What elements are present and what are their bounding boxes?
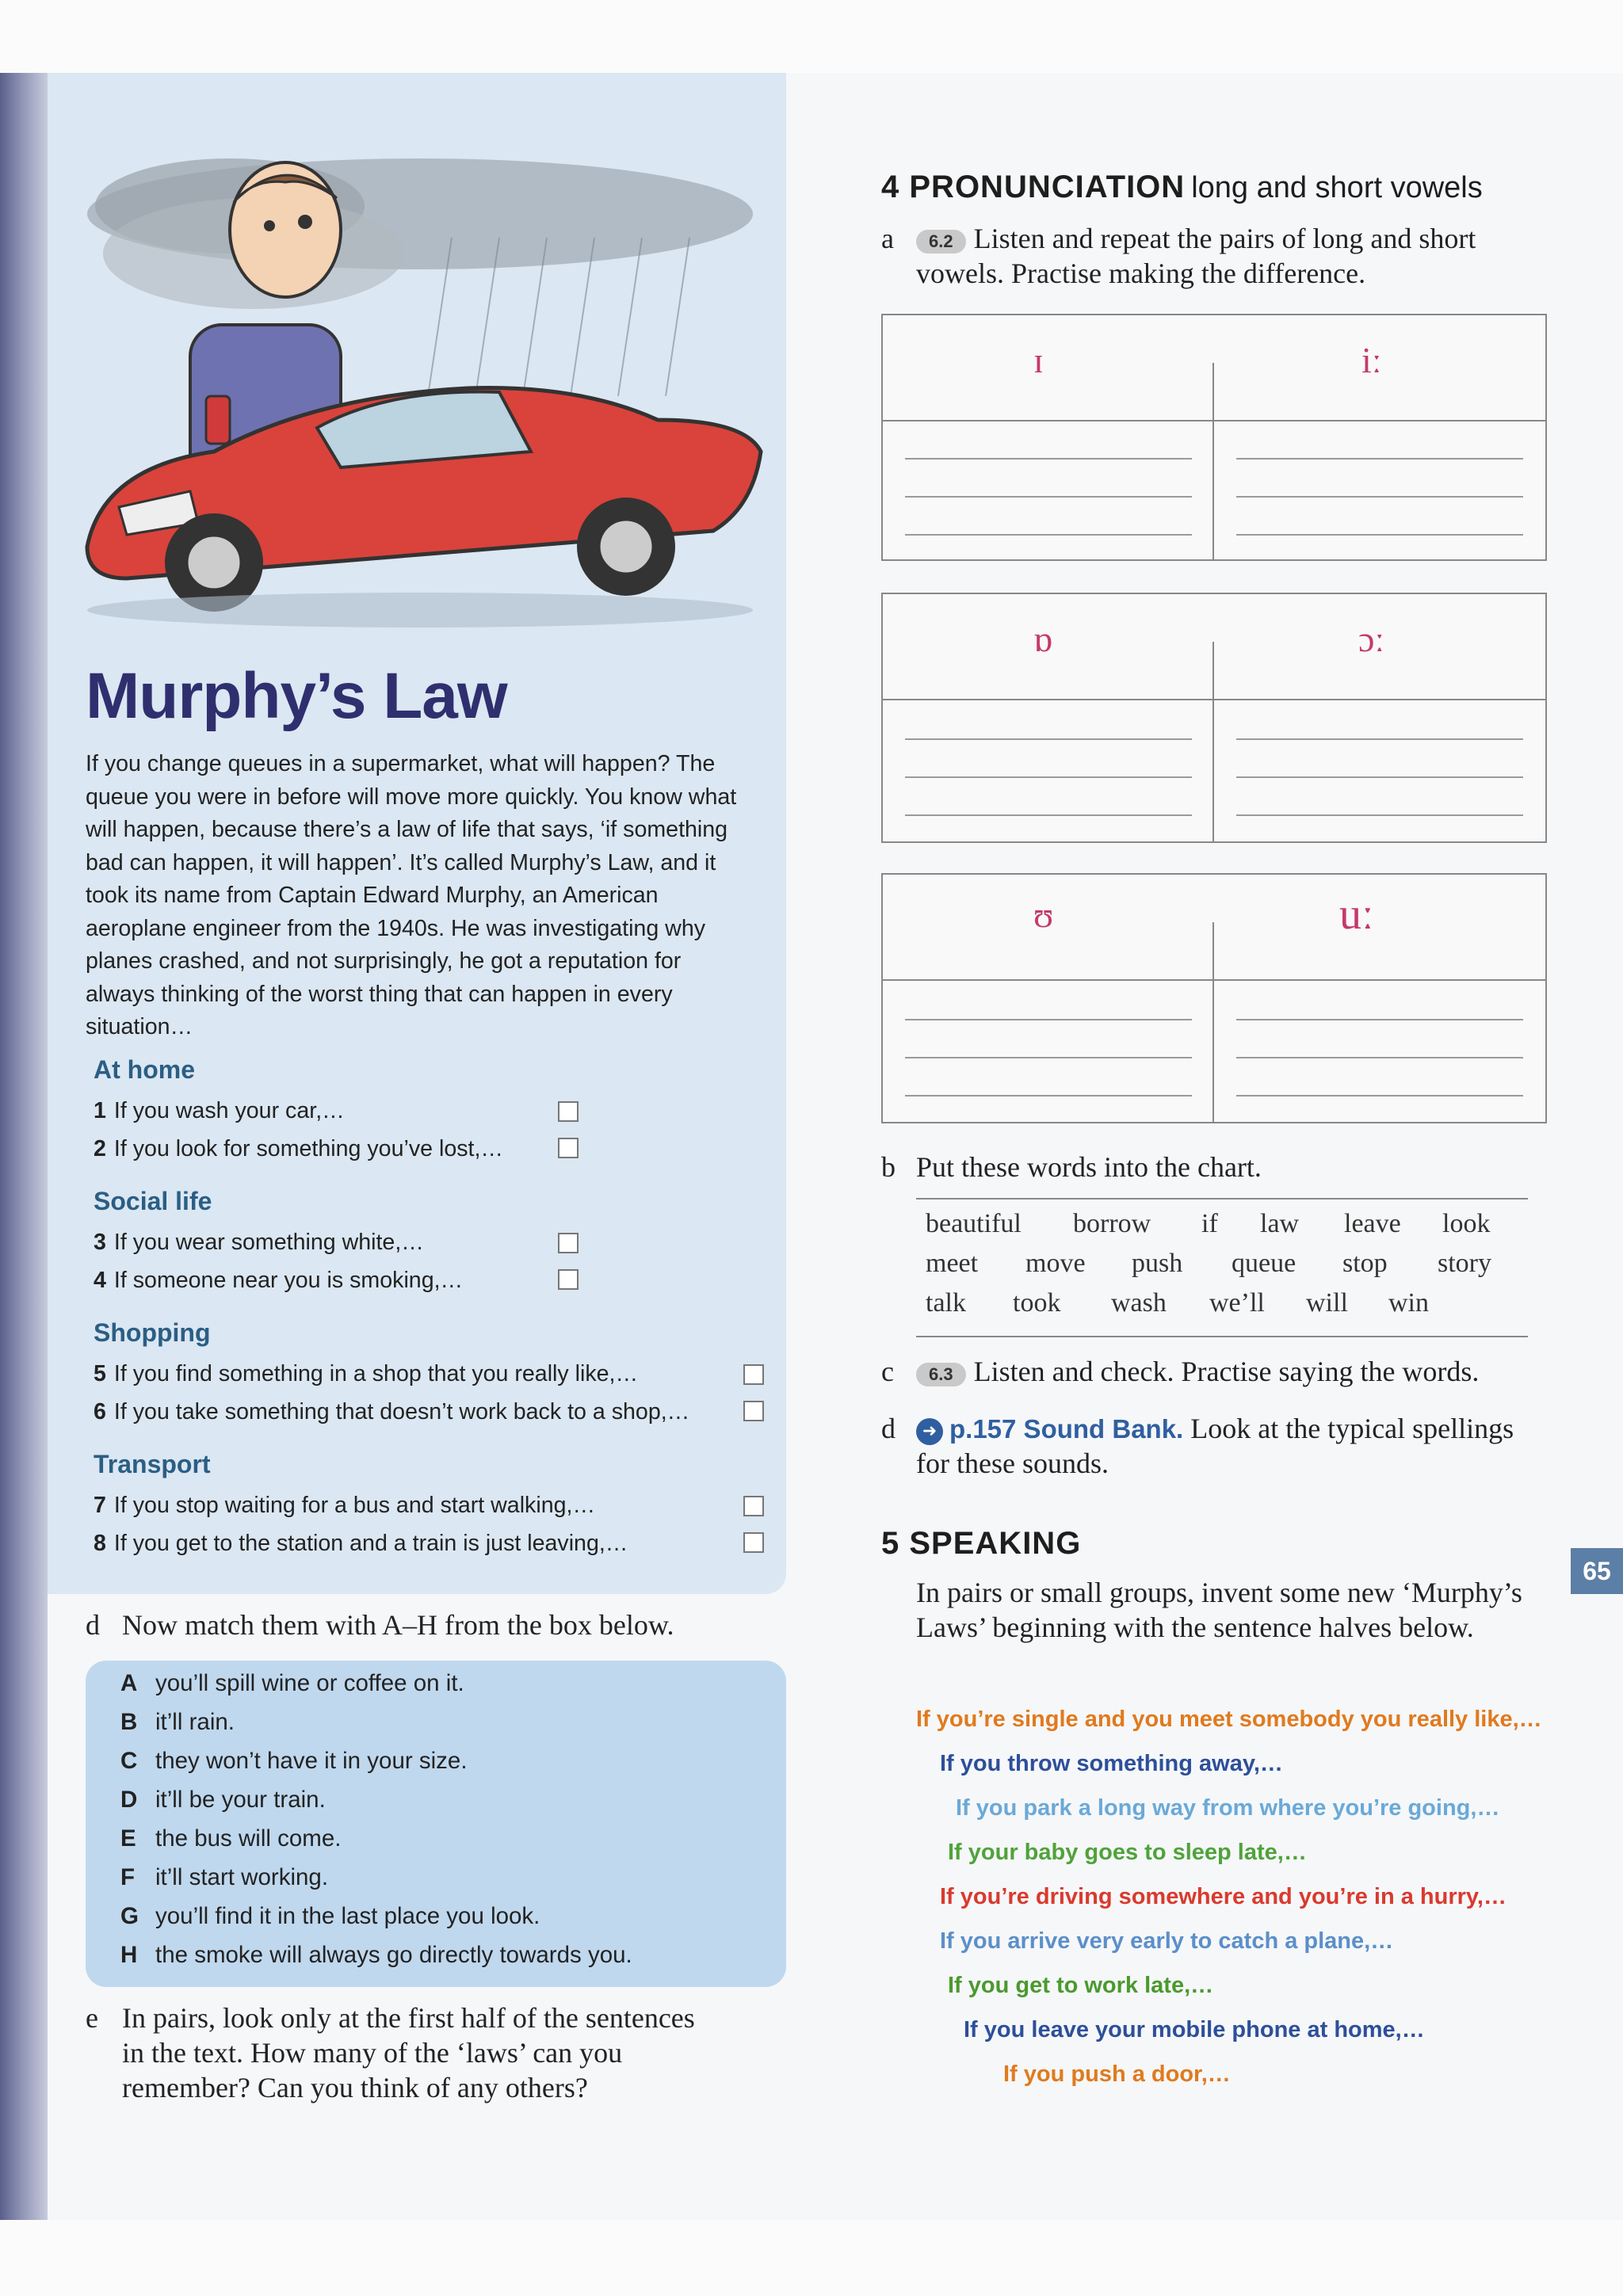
item-number: 4 bbox=[94, 1268, 106, 1293]
arrow-circle-icon: ➜ bbox=[916, 1418, 943, 1445]
word-item: story bbox=[1438, 1249, 1491, 1278]
section-heading-shopping: Shopping bbox=[94, 1318, 211, 1347]
task-d-line-2: for these sounds. bbox=[916, 1447, 1109, 1479]
vowel-symbol-long-u: uː bbox=[1339, 890, 1374, 939]
word-item: stop bbox=[1342, 1249, 1388, 1278]
speaking-prompt: If you push a door,… bbox=[1003, 2061, 1231, 2087]
audio-track-badge[interactable]: 6.2 bbox=[916, 230, 966, 254]
chart-divider bbox=[1212, 922, 1214, 1122]
answer-line[interactable] bbox=[905, 496, 1192, 498]
answer-line[interactable] bbox=[1236, 458, 1523, 460]
car-cartoon-illustration bbox=[55, 135, 769, 642]
article-title: Murphy’s Law bbox=[86, 660, 507, 732]
list-item bbox=[94, 1230, 424, 1256]
vowel-chart-3 bbox=[881, 873, 1547, 1123]
page-number: 65 bbox=[1571, 1548, 1623, 1594]
list-item bbox=[94, 1399, 689, 1425]
item-number: 3 bbox=[94, 1230, 106, 1255]
answer-line[interactable] bbox=[1236, 814, 1523, 816]
option-letter: E bbox=[120, 1825, 136, 1852]
article-intro: If you change queues in a supermarket, what will happen? The queue you were in before will move more quickly. You know what will happen, because there’s a law of life that says, ‘if something bad can happen, it will happen’. It’s called Murphy’s Law, and it took its name from Captain Edward Murphy, an American aeroplane engineer from the 1940s. He was investigating why planes crashed, and not surprisingly, he got a reputation for always thinking of the worst thing that can happen in every situation… bbox=[86, 751, 737, 1039]
speaking-prompt: If you throw something away,… bbox=[940, 1751, 1283, 1776]
answer-checkbox-5[interactable] bbox=[743, 1364, 764, 1385]
answer-line[interactable] bbox=[1236, 534, 1523, 536]
task-e-label: e bbox=[86, 2002, 98, 2034]
answer-line[interactable] bbox=[905, 738, 1192, 740]
answer-checkbox-6[interactable] bbox=[743, 1401, 764, 1421]
option-text: the bus will come. bbox=[155, 1825, 342, 1852]
item-text: If someone near you is smoking,… bbox=[113, 1268, 464, 1293]
item-number: 8 bbox=[94, 1531, 106, 1556]
option-letter: A bbox=[120, 1670, 138, 1696]
speaking-prompt: If you get to work late,… bbox=[948, 1973, 1214, 1998]
item-number: 2 bbox=[94, 1136, 106, 1161]
task-a-line bbox=[916, 222, 1476, 255]
task-b-label: b bbox=[881, 1151, 896, 1183]
answer-line[interactable] bbox=[905, 1095, 1192, 1097]
word-item: took bbox=[1013, 1288, 1061, 1318]
word-item: talk bbox=[926, 1288, 966, 1318]
option-letter: H bbox=[120, 1942, 138, 1968]
task-e-line: remember? Can you think of any others? bbox=[122, 2072, 588, 2103]
task-a-line-2: vowels. Practise making the difference. bbox=[916, 257, 1366, 289]
vowel-symbol-short-o: ɒ bbox=[1033, 619, 1053, 659]
answer-checkbox-7[interactable] bbox=[743, 1496, 764, 1516]
answer-line[interactable] bbox=[1236, 1057, 1523, 1058]
pronunciation-heading bbox=[881, 170, 1483, 205]
answer-option bbox=[120, 1787, 326, 1814]
word-item: beautiful bbox=[926, 1209, 1022, 1238]
answer-option bbox=[120, 1942, 632, 1969]
speaking-prompt: If you’re single and you meet somebody you really like,… bbox=[916, 1707, 1542, 1732]
vowel-symbol-short-u: ʊ bbox=[1033, 894, 1054, 935]
answer-option bbox=[120, 1748, 468, 1775]
task-d-label: d bbox=[881, 1413, 896, 1444]
section-heading-social-life: Social life bbox=[94, 1187, 212, 1215]
section-number: 5 bbox=[881, 1526, 900, 1561]
option-text: you’ll find it in the last place you look. bbox=[155, 1903, 540, 1929]
section-number: 4 bbox=[881, 170, 900, 204]
word-item: queue bbox=[1232, 1249, 1296, 1278]
option-text: the smoke will always go directly towards you. bbox=[155, 1942, 632, 1968]
task-e-line: in the text. How many of the ‘laws’ can you bbox=[122, 2037, 623, 2069]
speaking-prompt: If you’re driving somewhere and you’re in a hurry,… bbox=[940, 1884, 1507, 1909]
list-item bbox=[94, 1493, 595, 1519]
item-text: If you get to the station and a train is just leaving,… bbox=[113, 1531, 628, 1556]
item-text: If you wear something white,… bbox=[113, 1230, 424, 1255]
option-letter: B bbox=[120, 1709, 138, 1735]
speaking-heading bbox=[881, 1526, 1081, 1562]
word-item: leave bbox=[1344, 1209, 1401, 1238]
option-text: you’ll spill wine or coffee on it. bbox=[155, 1670, 464, 1696]
task-text: Now match them with A–H from the box below. bbox=[122, 1609, 674, 1641]
sound-bank-link[interactable]: p.157 Sound Bank. bbox=[949, 1414, 1184, 1444]
answer-checkbox-4[interactable] bbox=[558, 1269, 579, 1290]
option-letter: G bbox=[120, 1903, 139, 1929]
item-text: If you wash your car,… bbox=[113, 1098, 345, 1123]
list-item bbox=[94, 1098, 345, 1124]
speaking-prompt: If you leave your mobile phone at home,… bbox=[964, 2017, 1425, 2042]
answer-line[interactable] bbox=[905, 1019, 1192, 1020]
answer-line[interactable] bbox=[1236, 1095, 1523, 1097]
answer-option bbox=[120, 1670, 464, 1697]
task-a-label: a bbox=[881, 223, 894, 254]
chart-header bbox=[883, 594, 1545, 700]
answer-checkbox-2[interactable] bbox=[558, 1138, 579, 1158]
option-letter: C bbox=[120, 1748, 138, 1774]
answer-line[interactable] bbox=[905, 814, 1192, 816]
vowel-symbol-long-i: iː bbox=[1361, 340, 1382, 380]
answer-line[interactable] bbox=[1236, 496, 1523, 498]
word-item: look bbox=[1442, 1209, 1491, 1238]
answer-line[interactable] bbox=[905, 458, 1192, 460]
speaking-instruction: In pairs or small groups, invent some new ‘Murphy’s Laws’ beginning with the sentence halves below. bbox=[916, 1577, 1522, 1643]
option-text: they won’t have it in your size. bbox=[155, 1748, 468, 1774]
answer-checkbox-8[interactable] bbox=[743, 1532, 764, 1553]
item-number: 1 bbox=[94, 1098, 106, 1123]
word-item: we’ll bbox=[1209, 1288, 1265, 1318]
vowel-symbol-short-i: ɪ bbox=[1033, 340, 1044, 380]
task-c-label: c bbox=[881, 1356, 894, 1387]
speaking-prompt: If you arrive very early to catch a plane,… bbox=[940, 1928, 1394, 1954]
book-spine-shadow bbox=[0, 73, 48, 2220]
word-item: law bbox=[1260, 1209, 1300, 1238]
speaking-prompt: If your baby goes to sleep late,… bbox=[948, 1840, 1307, 1865]
answer-checkbox-1[interactable] bbox=[558, 1101, 579, 1122]
word-item: will bbox=[1306, 1288, 1348, 1318]
answer-checkbox-3[interactable] bbox=[558, 1233, 579, 1253]
option-text: it’ll start working. bbox=[155, 1864, 329, 1890]
word-item: meet bbox=[926, 1249, 979, 1278]
item-text: If you look for something you’ve lost,… bbox=[113, 1136, 503, 1161]
list-item bbox=[94, 1268, 463, 1294]
list-item bbox=[94, 1361, 638, 1387]
task-a-text: Listen and repeat the pairs of long and short bbox=[973, 223, 1476, 254]
chart-divider bbox=[1212, 642, 1214, 841]
option-text: it’ll rain. bbox=[155, 1709, 235, 1735]
item-number: 6 bbox=[94, 1399, 106, 1425]
vowel-symbol-long-o: ɔː bbox=[1358, 619, 1385, 659]
item-text: If you find something in a shop that you really like,… bbox=[113, 1361, 639, 1386]
answer-option bbox=[120, 1709, 235, 1736]
item-text: If you stop waiting for a bus and start walking,… bbox=[113, 1493, 596, 1518]
word-item: borrow bbox=[1073, 1209, 1151, 1238]
speaking-prompt: If you park a long way from where you’re going,… bbox=[956, 1795, 1500, 1821]
option-letter: F bbox=[120, 1864, 136, 1890]
list-item bbox=[94, 1531, 628, 1557]
option-text: it’ll be your train. bbox=[155, 1787, 326, 1813]
answer-option bbox=[120, 1864, 328, 1891]
chart-divider bbox=[1212, 363, 1214, 559]
word-item: move bbox=[1025, 1249, 1086, 1278]
section-heading-transport: Transport bbox=[94, 1450, 211, 1478]
answer-option bbox=[120, 1825, 341, 1852]
section-title: SPEAKING bbox=[909, 1526, 1082, 1561]
word-item: win bbox=[1388, 1288, 1429, 1318]
section-heading-at-home: At home bbox=[94, 1055, 195, 1084]
answer-line[interactable] bbox=[905, 1057, 1192, 1058]
option-letter: D bbox=[120, 1787, 138, 1813]
task-label: d bbox=[86, 1609, 100, 1641]
item-text: If you take something that doesn’t work back to a shop,… bbox=[113, 1399, 690, 1425]
word-item: wash bbox=[1111, 1288, 1167, 1318]
answer-line[interactable] bbox=[1236, 1019, 1523, 1020]
vowel-chart-1 bbox=[881, 314, 1547, 561]
task-d-line bbox=[916, 1412, 1514, 1445]
answer-option bbox=[120, 1903, 540, 1930]
task-d-text: Look at the typical spellings bbox=[1190, 1413, 1514, 1444]
task-d-instruction bbox=[86, 1608, 674, 1642]
chart-header bbox=[883, 315, 1545, 421]
task-c-line bbox=[916, 1355, 1479, 1388]
vowel-chart-2 bbox=[881, 593, 1547, 843]
word-item: push bbox=[1132, 1249, 1183, 1278]
task-b-text: Put these words into the chart. bbox=[916, 1151, 1262, 1183]
chart-header bbox=[883, 875, 1545, 981]
task-c-text: Listen and check. Practise saying the words. bbox=[973, 1356, 1480, 1387]
word-item: if bbox=[1201, 1209, 1218, 1238]
section-subtitle: long and short vowels bbox=[1191, 171, 1483, 204]
answer-line[interactable] bbox=[905, 534, 1192, 536]
list-item bbox=[94, 1136, 503, 1162]
audio-track-badge[interactable]: 6.3 bbox=[916, 1363, 966, 1386]
answer-line[interactable] bbox=[905, 776, 1192, 778]
answer-line[interactable] bbox=[1236, 738, 1523, 740]
item-number: 5 bbox=[94, 1361, 106, 1386]
item-number: 7 bbox=[94, 1493, 106, 1518]
section-title: PRONUNCIATION bbox=[909, 170, 1186, 204]
word-list-box bbox=[916, 1198, 1528, 1337]
answer-line[interactable] bbox=[1236, 776, 1523, 778]
task-e-line: In pairs, look only at the first half of the sentences bbox=[122, 2002, 695, 2034]
